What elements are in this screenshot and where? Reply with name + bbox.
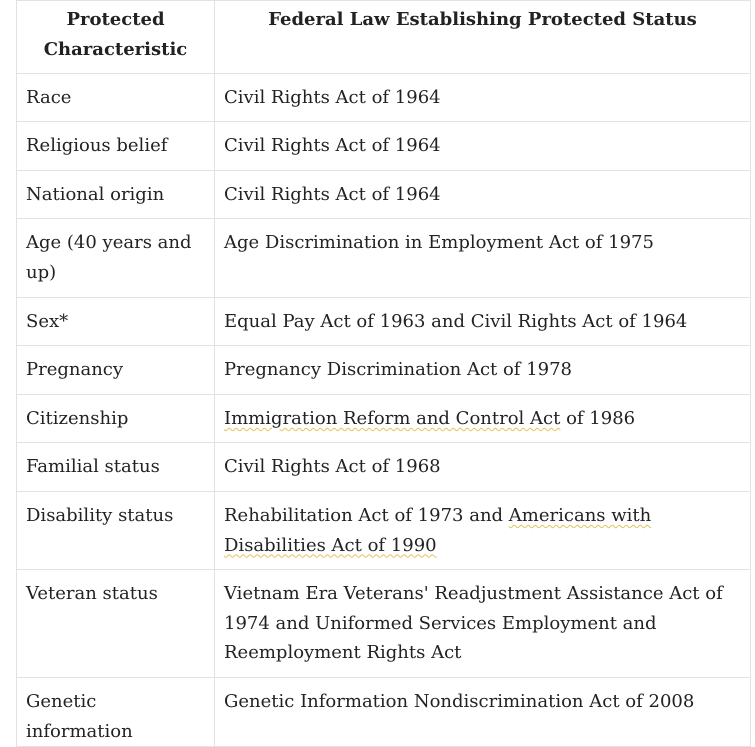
table-row <box>17 678 751 747</box>
characteristic-cell: Genetic information <box>17 678 215 747</box>
spellcheck-marked-text[interactable]: Americans with Disabilities Act of 1990 <box>224 505 652 556</box>
table-row <box>17 171 751 219</box>
table-row <box>17 219 751 298</box>
law-cell <box>215 395 751 443</box>
table-row <box>17 570 751 678</box>
characteristic-cell: Sex* <box>17 298 215 346</box>
characteristic-cell: Pregnancy <box>17 346 215 395</box>
table-row <box>17 74 751 122</box>
law-text: of 1986 <box>560 408 636 429</box>
header-federal-law: Federal Law Establishing Protected Status <box>215 1 751 74</box>
table-row <box>17 492 751 570</box>
characteristic-cell: Race <box>17 74 215 122</box>
law-cell: Pregnancy Discrimination Act of 1978 <box>215 346 751 395</box>
protected-characteristics-table <box>16 0 751 747</box>
characteristic-cell: Age (40 years and up) <box>17 219 215 298</box>
table-row <box>17 122 751 171</box>
spellcheck-marked-text[interactable]: Immigration Reform and Control Act <box>224 408 561 429</box>
table-row <box>17 395 751 443</box>
characteristic-cell: Citizenship <box>17 395 215 443</box>
law-cell: Civil Rights Act of 1964 <box>215 122 751 171</box>
characteristic-cell: Veteran status <box>17 570 215 678</box>
law-cell: Genetic Information Nondiscrimination Act of 2008 <box>215 678 751 747</box>
law-text: Rehabilitation Act of 1973 and <box>224 505 509 526</box>
law-cell: Civil Rights Act of 1964 <box>215 171 751 219</box>
characteristic-cell: Familial status <box>17 443 215 492</box>
table-row <box>17 443 751 492</box>
law-cell: Vietnam Era Veterans' Readjustment Assistance Act of 1974 and Uniformed Services Employment and Reemployment Rights Act <box>215 570 751 678</box>
table-row <box>17 298 751 346</box>
table-row <box>17 346 751 395</box>
table-header-row <box>17 1 751 74</box>
law-cell <box>215 492 751 570</box>
law-cell: Equal Pay Act of 1963 and Civil Rights Act of 1964 <box>215 298 751 346</box>
characteristic-cell: Disability status <box>17 492 215 570</box>
law-cell: Age Discrimination in Employment Act of 1975 <box>215 219 751 298</box>
law-cell: Civil Rights Act of 1968 <box>215 443 751 492</box>
header-protected-characteristic: Protected Characteristic <box>17 1 215 74</box>
law-cell: Civil Rights Act of 1964 <box>215 74 751 122</box>
characteristic-cell: National origin <box>17 171 215 219</box>
characteristic-cell: Religious belief <box>17 122 215 171</box>
